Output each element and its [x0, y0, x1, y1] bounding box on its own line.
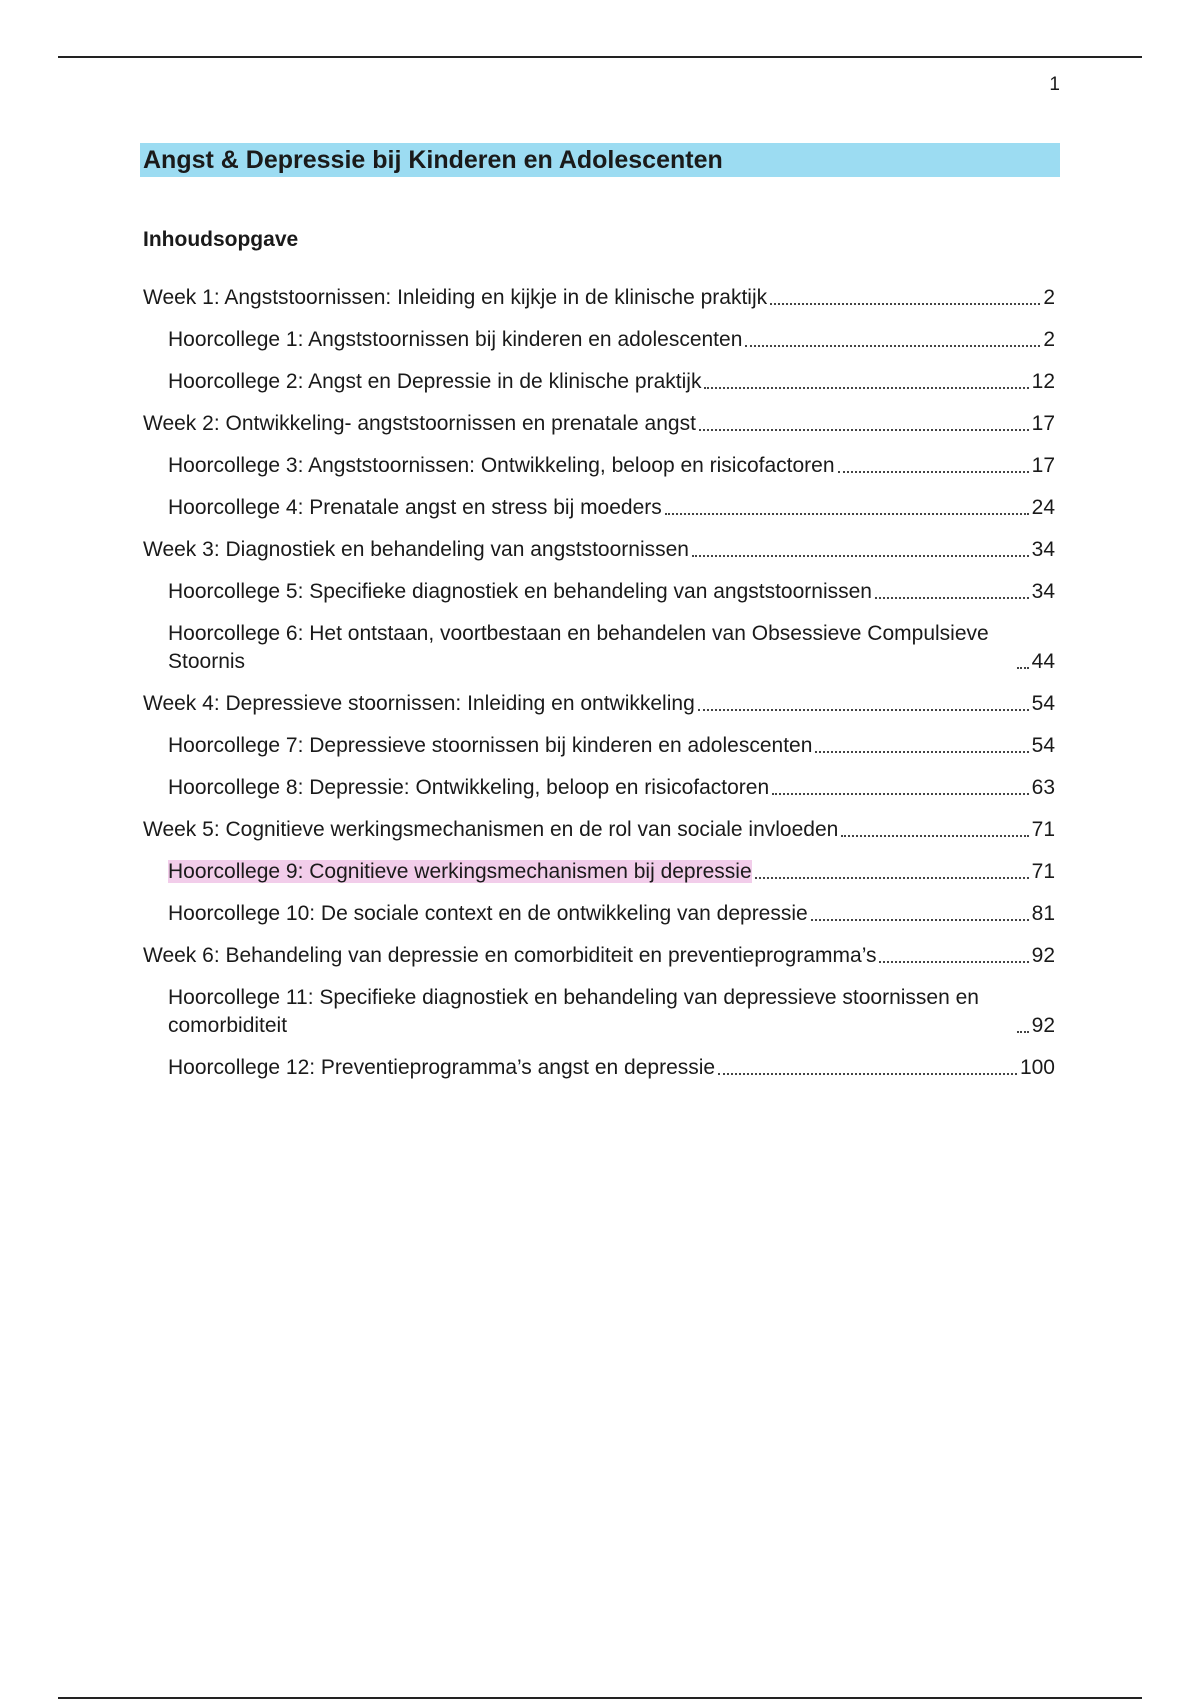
toc-heading: Inhoudsopgave: [143, 228, 299, 251]
toc-lecture-entry-page-number: 81: [1031, 902, 1055, 925]
toc-week-entry-page-number: 54: [1031, 692, 1055, 715]
toc-lecture-entry-label: Hoorcollege 1: Angststoornissen bij kinderen en adolescenten: [168, 328, 743, 351]
dot-leader: [698, 709, 1029, 711]
toc-week-entry-label: Week 3: Diagnostiek en behandeling van angststoornissen: [143, 538, 689, 561]
toc-lecture-entry-page-number: 100: [1019, 1056, 1055, 1079]
toc-week-entry-label: Week 2: Ontwikkeling- angststoornissen en prenatale angst: [143, 412, 696, 435]
dot-leader: [1017, 1031, 1029, 1033]
toc-lecture-entry-label: Hoorcollege 8: Depressie: Ontwikkeling, beloop en risicofactoren: [168, 776, 770, 799]
toc-lecture-entry[interactable]: [143, 732, 1055, 760]
dot-leader: [841, 835, 1028, 837]
toc-lecture-entry-label: Hoorcollege 6: Het ontstaan, voortbestaan en behandelen van Obsessieve Compulsieve Stoornis: [168, 622, 989, 673]
toc-week-group: [143, 816, 1055, 928]
dot-leader: [772, 793, 1028, 795]
toc-week-group: [143, 690, 1055, 802]
toc-week-entry[interactable]: [143, 942, 1055, 970]
dot-leader: [875, 597, 1029, 599]
toc-week-entry-label: Week 5: Cognitieve werkingsmechanismen en de rol van sociale invloeden: [143, 818, 839, 841]
dot-leader: [755, 877, 1029, 879]
toc-week-entry-label: Week 1: Angststoornissen: Inleiding en kijkje in de klinische praktijk: [143, 286, 768, 309]
toc-week-entry-page-number: 17: [1031, 412, 1055, 435]
toc-lecture-entry[interactable]: [143, 1054, 1055, 1082]
dot-leader: [838, 471, 1029, 473]
toc-lecture-entry[interactable]: [143, 494, 1055, 522]
toc-lecture-entry-page-number: 17: [1031, 454, 1055, 477]
toc-lecture-entry[interactable]: [143, 326, 1055, 354]
toc-lecture-entry[interactable]: [143, 900, 1055, 928]
toc-lecture-entry-label: Hoorcollege 3: Angststoornissen: Ontwikkeling, beloop en risicofactoren: [168, 454, 835, 477]
toc-lecture-entry-label: Hoorcollege 4: Prenatale angst en stress bij moeders: [168, 496, 662, 519]
page-number: 1: [1049, 74, 1060, 95]
toc-lecture-entry-label: Hoorcollege 5: Specifieke diagnostiek en behandeling van angststoornissen: [168, 580, 872, 603]
toc-week-entry[interactable]: [143, 284, 1055, 312]
highlighted-text: Hoorcollege 9: Cognitieve werkingsmechanismen bij depressie: [168, 860, 752, 883]
dot-leader: [770, 303, 1040, 305]
dot-leader: [745, 345, 1040, 347]
toc-lecture-entry[interactable]: [143, 578, 1055, 606]
header-rule: [58, 56, 1142, 58]
toc-lecture-entry-page-number: 54: [1031, 734, 1055, 757]
toc-lecture-entry-label: Hoorcollege 10: De sociale context en de ontwikkeling van depressie: [168, 902, 808, 925]
toc-lecture-entry-page-number: 63: [1031, 776, 1055, 799]
toc-lecture-entry-page-number: 92: [1031, 1014, 1055, 1037]
toc-lecture-entry-label: Hoorcollege 11: Specifieke diagnostiek en behandeling van depressieve stoornissen en comorbiditeit: [168, 986, 979, 1037]
toc-week-group: [143, 942, 1055, 1082]
toc-week-entry-page-number: 2: [1043, 286, 1055, 309]
dot-leader: [811, 919, 1029, 921]
toc-week-entry[interactable]: [143, 690, 1055, 718]
table-of-contents: [143, 284, 1055, 1096]
toc-lecture-entry-page-number: 34: [1031, 580, 1055, 603]
toc-lecture-entry-page-number: 12: [1031, 370, 1055, 393]
toc-lecture-entry[interactable]: [143, 452, 1055, 480]
toc-lecture-entry-page-number: 2: [1043, 328, 1055, 351]
toc-week-entry[interactable]: [143, 410, 1055, 438]
toc-week-entry-label: Week 6: Behandeling van depressie en comorbiditeit en preventieprogramma’s: [143, 944, 877, 967]
toc-week-entry-page-number: 71: [1031, 818, 1055, 841]
toc-week-entry[interactable]: [143, 816, 1055, 844]
dot-leader: [1017, 667, 1029, 669]
toc-lecture-entry-page-number: 44: [1031, 650, 1055, 673]
toc-lecture-entry-page-number: 24: [1031, 496, 1055, 519]
toc-week-entry-label: Week 4: Depressieve stoornissen: Inleiding en ontwikkeling: [143, 692, 695, 715]
dot-leader: [704, 387, 1028, 389]
toc-lecture-entry[interactable]: [143, 620, 1055, 676]
toc-week-entry-page-number: 34: [1031, 538, 1055, 561]
toc-lecture-entry-label: Hoorcollege 7: Depressieve stoornissen bij kinderen en adolescenten: [168, 734, 813, 757]
toc-lecture-entry[interactable]: [143, 368, 1055, 396]
toc-lecture-entry-label: [168, 858, 752, 886]
dot-leader: [815, 751, 1028, 753]
toc-week-group: [143, 410, 1055, 522]
toc-lecture-entry-label: Hoorcollege 2: Angst en Depressie in de klinische praktijk: [168, 370, 702, 393]
toc-week-entry[interactable]: [143, 536, 1055, 564]
toc-lecture-entry-page-number: 71: [1031, 860, 1055, 883]
document-title: Angst & Depressie bij Kinderen en Adolescenten: [140, 143, 1060, 177]
dot-leader: [665, 513, 1029, 515]
footer-rule: [58, 1697, 1142, 1699]
dot-leader: [718, 1073, 1017, 1075]
toc-lecture-entry[interactable]: [143, 858, 1055, 886]
toc-week-entry-page-number: 92: [1031, 944, 1055, 967]
toc-week-group: [143, 284, 1055, 396]
toc-lecture-entry-label: Hoorcollege 12: Preventieprogramma’s angst en depressie: [168, 1056, 716, 1079]
dot-leader: [699, 429, 1029, 431]
dot-leader: [879, 961, 1028, 963]
toc-week-group: [143, 536, 1055, 676]
toc-lecture-entry[interactable]: [143, 984, 1055, 1040]
dot-leader: [692, 555, 1029, 557]
toc-lecture-entry[interactable]: [143, 774, 1055, 802]
